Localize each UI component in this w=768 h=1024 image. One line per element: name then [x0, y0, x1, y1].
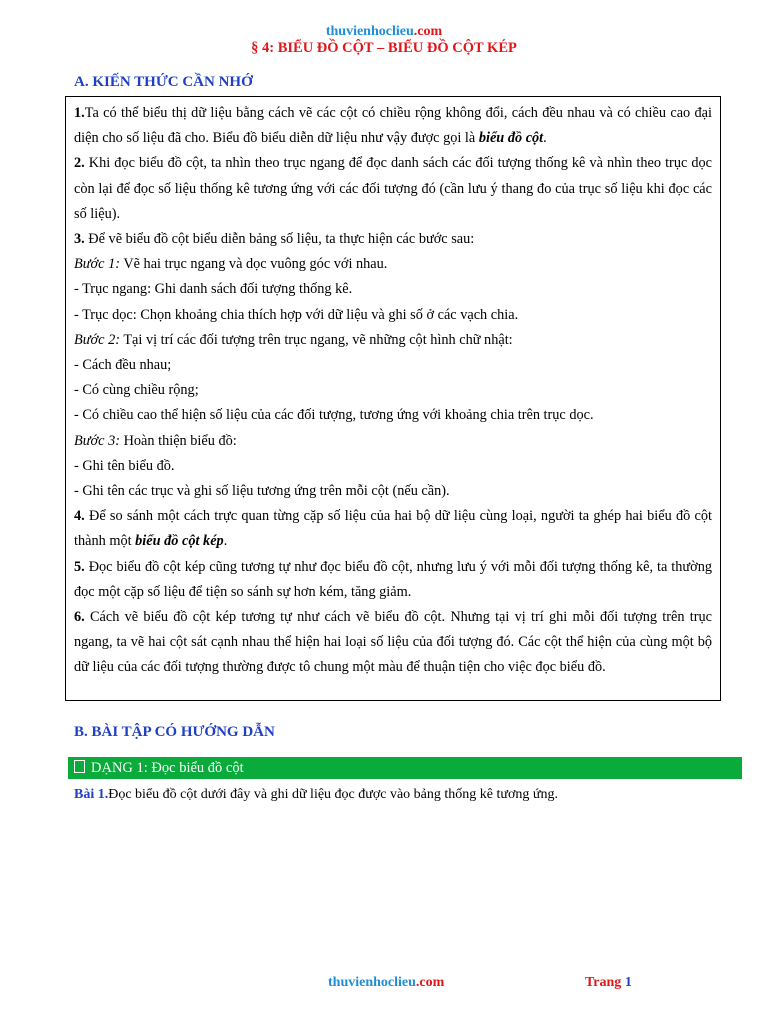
p2-number: 2. [74, 155, 85, 172]
paragraph-6 [74, 605, 712, 681]
paragraph-2 [74, 151, 712, 227]
dang-1-bar [68, 757, 742, 779]
paragraph-1 [74, 101, 712, 151]
footer-brand[interactable] [328, 975, 444, 991]
step-1-text: Vẽ hai trục ngang và dọc vuông góc với nhau. [120, 256, 388, 273]
step-2-label: Bước 2: [74, 331, 120, 348]
p4-end: . [223, 533, 228, 550]
dang-1-label: DẠNG 1: Đọc biểu đồ cột [91, 760, 244, 776]
step-1-bullet-1: - Trục ngang: Ghi danh sách đối tượng thống kê. [74, 281, 353, 298]
document-title: § 4: BIỂU ĐỒ CỘT – BIỂU ĐỒ CỘT KÉP [251, 40, 517, 56]
p1-text: Ta có thể biểu thị dữ liệu bằng cách vẽ các cột có chiều rộng không đổi, cách đều nhau và có chiều cao đại diện cho số liệu đã cho. Biểu đồ biểu diễn dữ liệu như vậy được gọi là [74, 105, 712, 147]
step-3-bullet-2: - Ghi tên các trục và ghi số liệu tương ứng trên mỗi cột (nếu cần). [74, 483, 450, 500]
exercise-1 [74, 787, 558, 803]
paragraph-4 [74, 504, 712, 554]
brand-name: thuvienhoclieu [325, 24, 414, 39]
p4-number: 4. [74, 508, 85, 525]
paragraph-5 [74, 555, 712, 605]
step-2-bullet-1: - Cách đều nhau; [74, 357, 172, 374]
brand-domain: .com [413, 24, 443, 39]
knowledge-box [65, 96, 721, 701]
step-1-bullet-2: - Trục dọc: Chọn khoảng chia thích hợp với dữ liệu và ghi số ở các vạch chia. [74, 306, 519, 323]
step-3 [74, 429, 712, 454]
page-label: Trang [585, 975, 625, 990]
paragraph-3 [74, 227, 712, 252]
step-2-bullet-2: - Có cùng chiều rộng; [74, 382, 199, 399]
step-3-text: Hoàn thiện biểu đồ: [120, 432, 237, 449]
p1-end: . [543, 130, 547, 147]
p3-text: Để vẽ biểu đồ cột biểu diễn bảng số liệu, ta thực hiện các bước sau: [84, 231, 475, 248]
p3-number: 3. [74, 231, 85, 248]
section-b-heading: B. BÀI TẬP CÓ HƯỚNG DẪN [74, 724, 275, 740]
exercise-1-text: Đọc biểu đồ cột dưới đây và ghi dữ liệu đọc được vào bảng thống kê tương ứng. [108, 787, 558, 802]
footer-brand-domain: .com [415, 975, 445, 990]
p5-text: Đọc biểu đồ cột kép cũng tương tự như đọc biểu đồ cột, nhưng lưu ý với mỗi đối tượng thống kê, ta thường đọc một cặp số liệu để tiện so sánh sự hơn kém, tăng giảm. [74, 558, 712, 600]
site-brand-header[interactable] [0, 24, 768, 40]
step-2-text: Tại vị trí các đối tượng trên trục ngang, vẽ những cột hình chữ nhật: [120, 331, 513, 348]
p5-number: 5. [74, 558, 85, 575]
section-a-heading: A. KIẾN THỨC CẦN NHỚ [74, 74, 253, 90]
page-number-value: 1 [624, 975, 632, 990]
p6-number: 6. [74, 609, 85, 626]
page-number [585, 975, 632, 991]
step-1-label: Bước 1: [74, 256, 120, 273]
step-1 [74, 252, 712, 277]
p2-text: Khi đọc biểu đồ cột, ta nhìn theo trục ngang để đọc danh sách các đối tượng thống kê và nhìn theo trục dọc còn lại để đọc số liệu thống kê tương ứng với các đối tượng đó (cần lưu ý thang đo của trục số liệu khi đọc các số liệu). [74, 155, 712, 222]
exercise-1-label: Bài 1. [74, 787, 109, 802]
p4-emphasis: biểu đồ cột kép [135, 533, 224, 550]
step-3-bullet-1: - Ghi tên biểu đồ. [74, 457, 175, 474]
p6-text: Cách vẽ biểu đồ cột kép tương tự như cách vẽ biểu đồ cột. Nhưng tại vị trí ghi mỗi đối tượng trên trục ngang, ta vẽ hai cột sát cạnh nhau thể hiện hai loại số liệu của đối tượng đó. Các cột thể hiện của cùng một bộ dữ liệu của các đối tượng thường được tô chung một màu để thuận tiện cho việc đọc biểu đồ. [74, 609, 712, 676]
p1-number: 1. [74, 105, 85, 121]
p4-text: Để so sánh một cách trực quan từng cặp số liệu của hai bộ dữ liệu cùng loại, người ta ghép hai biểu đồ cột thành một [74, 508, 712, 550]
p1-emphasis: biểu đồ cột [478, 130, 544, 147]
step-2-bullet-3: - Có chiều cao thể hiện số liệu của các đối tượng, tương ứng với khoảng chia trên trục dọc. [74, 407, 594, 424]
checkbox-square-icon [74, 760, 85, 773]
step-2 [74, 328, 712, 353]
step-3-label: Bước 3: [74, 432, 120, 449]
footer-brand-name: thuvienhoclieu [328, 975, 416, 990]
